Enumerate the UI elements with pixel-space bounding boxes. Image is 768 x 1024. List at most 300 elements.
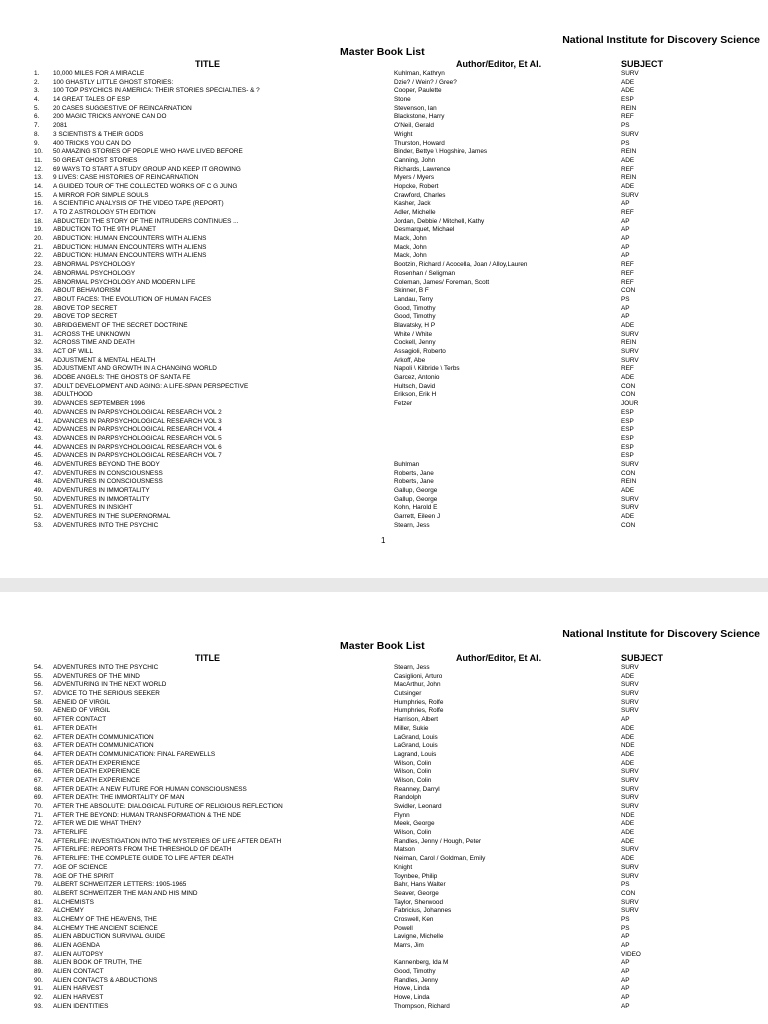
book-row: [0, 699, 768, 708]
column-header-author: Author/Editor, Et Al.: [456, 653, 542, 663]
book-title: AFTER DEATH COMMUNICATION: [53, 733, 154, 741]
book-author: Napoli \ Kilbride \ Terbs: [394, 365, 460, 373]
book-row: [0, 313, 768, 322]
row-number: 51.: [34, 504, 43, 512]
book-author: Adler, Michelle: [394, 209, 436, 216]
page-separator: [0, 578, 768, 592]
row-number: 11.: [34, 156, 43, 164]
book-subject: SURV: [621, 460, 639, 468]
book-row: [0, 478, 768, 487]
book-row: [0, 873, 768, 882]
book-author: Seaver, George: [394, 889, 439, 897]
book-row: [0, 461, 768, 470]
book-subject: AP: [621, 942, 630, 949]
book-row: [0, 122, 768, 131]
book-subject: SURV: [621, 907, 639, 915]
book-title: AFTER DEATH: A NEW FUTURE FOR HUMAN CONSCIOUSNESS: [53, 785, 247, 793]
book-author: Stevenson, Ian: [394, 104, 437, 112]
book-author: Crawford, Charles: [394, 191, 446, 199]
book-subject: AP: [621, 959, 630, 967]
book-row: [0, 148, 768, 157]
book-author: Thompson, Richard: [394, 1002, 450, 1010]
book-title: ADVANCES IN PARPSYCHOLOGICAL RESEARCH VOL 2: [53, 408, 222, 416]
book-subject: REF: [621, 261, 634, 269]
book-row: [0, 777, 768, 786]
book-title: ABOVE TOP SECRET: [53, 304, 118, 312]
book-subject: ADE: [621, 733, 635, 741]
book-title: 200 MAGIC TRICKS ANYONE CAN DO: [53, 113, 167, 121]
row-number: 80.: [34, 889, 43, 897]
book-author: White / White: [394, 330, 432, 338]
book-subject: ESP: [621, 96, 634, 104]
book-title: AFTERLIFE: INVESTIGATION INTO THE MYSTERIES OF LIFE AFTER DEATH: [53, 837, 282, 845]
row-number: 89.: [34, 968, 43, 976]
row-number: 74.: [34, 837, 43, 845]
book-subject: SURV: [621, 794, 639, 802]
row-number: 18.: [34, 217, 43, 225]
book-row: [0, 192, 768, 201]
row-number: 86.: [34, 942, 43, 949]
row-number: 37.: [34, 382, 43, 390]
book-row: [0, 933, 768, 942]
row-number: 4.: [34, 96, 40, 104]
column-header-title: TITLE: [195, 59, 220, 69]
book-title: ACROSS TIME AND DEATH: [53, 339, 135, 347]
book-author: Taylor, Sherwood: [394, 898, 444, 906]
book-row: [0, 994, 768, 1003]
book-author: Jordan, Debbie / Mitchell, Kathy: [394, 217, 485, 225]
list-title: Master Book List: [340, 46, 425, 58]
book-title: AFTER CONTACT: [53, 716, 107, 724]
row-number: 90.: [34, 976, 43, 984]
book-subject: ESP: [621, 434, 634, 442]
row-number: 69.: [34, 794, 43, 802]
book-author: Kannenberg, Ida M: [394, 959, 449, 967]
book-row: [0, 681, 768, 690]
book-title: ADVANCES IN PARPSYCHOLOGICAL RESEARCH VOL 4: [53, 426, 222, 434]
book-title: 2081: [53, 122, 68, 130]
book-row: [0, 890, 768, 899]
book-subject: REF: [621, 365, 634, 373]
book-row: [0, 435, 768, 444]
row-number: 17.: [34, 209, 43, 216]
book-subject: CON: [621, 391, 636, 399]
book-author: LaGrand, Louis: [394, 733, 438, 741]
book-author: Mack, John: [394, 243, 427, 251]
book-title: A MIRROR FOR SIMPLE SOULS: [53, 191, 149, 199]
row-number: 77.: [34, 863, 43, 871]
book-title: 14 GREAT TALES OF ESP: [53, 96, 130, 104]
row-number: 26.: [34, 287, 43, 295]
row-number: 91.: [34, 985, 43, 993]
book-subject: SURV: [621, 690, 639, 698]
book-row: [0, 452, 768, 461]
book-author: Roberts, Jane: [394, 469, 434, 477]
book-row: [0, 131, 768, 140]
book-subject: AP: [621, 976, 630, 984]
book-row: [0, 942, 768, 951]
book-author: Mack, John: [394, 235, 427, 243]
book-title: A SCIENTIFIC ANALYSIS OF THE VIDEO TAPE (REPORT): [53, 200, 224, 208]
book-author: Randles, Jenny: [394, 976, 439, 984]
row-number: 45.: [34, 452, 43, 460]
book-author: Myers / Myers: [394, 174, 435, 182]
book-author: Binder, Bettye \ Hogshire, James: [394, 148, 488, 156]
book-row: [0, 261, 768, 270]
book-author: Blackstone, Harry: [394, 113, 445, 121]
row-number: 13.: [34, 174, 43, 182]
book-subject: ESP: [621, 417, 634, 425]
row-number: 55.: [34, 672, 43, 680]
book-row: [0, 113, 768, 122]
book-title: ADVENTURES IN IMMORTALITY: [53, 495, 150, 503]
book-title: ADVANCES IN PARPSYCHOLOGICAL RESEARCH VOL 3: [53, 417, 222, 425]
book-row: [0, 794, 768, 803]
column-header-subject: SUBJECT: [621, 653, 664, 663]
book-title: ADVENTURES IN IMMORTALITY: [53, 487, 150, 494]
row-number: 47.: [34, 469, 43, 477]
book-subject: ADE: [621, 487, 635, 494]
row-number: 43.: [34, 434, 43, 442]
book-title: ALCHEMY OF THE HEAVENS, THE: [53, 915, 157, 923]
book-subject: CON: [621, 287, 636, 295]
book-author: Landau, Terry: [394, 295, 433, 303]
row-number: 5.: [34, 104, 40, 112]
book-subject: SURV: [621, 898, 639, 906]
book-author: Neiman, Carol / Goldman, Emily: [394, 855, 486, 863]
book-title: AFTER DEATH: THE IMMORTALITY OF MAN: [53, 794, 185, 802]
book-title: AFTER THE BEYOND: HUMAN TRANSFORMATION & THE NDE: [53, 811, 242, 819]
row-number: 82.: [34, 907, 43, 915]
book-row: [0, 751, 768, 760]
book-subject: AP: [621, 243, 630, 251]
book-title: ALCHEMY THE ANCIENT SCIENCE: [53, 924, 158, 932]
book-subject: ADE: [621, 759, 635, 767]
book-title: AENEID OF VIRGIL: [53, 698, 111, 706]
book-title: AFTER DEATH EXPERIENCE: [53, 776, 140, 784]
book-row: [0, 820, 768, 829]
book-row: [0, 899, 768, 908]
book-author: Kohn, Harold E: [394, 504, 438, 512]
book-title: 400 TRICKS YOU CAN DO: [53, 139, 131, 147]
book-row: [0, 305, 768, 314]
book-title: ALBERT SCHWEITZER THE MAN AND HIS MIND: [53, 889, 198, 897]
book-author: Arkoff, Abe: [394, 356, 426, 364]
book-row: [0, 786, 768, 795]
book-title: ABOVE TOP SECRET: [53, 313, 118, 321]
book-row: [0, 768, 768, 777]
row-number: 84.: [34, 924, 43, 932]
book-subject: AP: [621, 304, 630, 312]
book-title: AFTER DEATH COMMUNICATION: FINAL FAREWELLS: [53, 750, 216, 758]
book-title: ABDUCTED! THE STORY OF THE INTRUDERS CONTINUES ...: [53, 217, 239, 225]
row-number: 1.: [34, 70, 40, 77]
book-subject: REF: [621, 269, 634, 277]
book-row: [0, 296, 768, 305]
book-subject: ADE: [621, 837, 635, 845]
book-row: [0, 864, 768, 873]
book-title: AGE OF SCIENCE: [53, 863, 108, 871]
book-author: Humphries, Rolfe: [394, 707, 444, 715]
row-number: 63.: [34, 742, 43, 750]
book-subject: PS: [621, 295, 630, 303]
book-row: [0, 87, 768, 96]
row-number: 46.: [34, 460, 43, 468]
row-number: 76.: [34, 855, 43, 863]
book-title: AFTER WE DIE WHAT THEN?: [53, 820, 142, 828]
book-subject: AP: [621, 933, 630, 941]
book-subject: ADE: [621, 156, 635, 164]
row-number: 52.: [34, 513, 43, 521]
book-subject: REF: [621, 209, 634, 216]
book-title: ABNORMAL PSYCHOLOGY AND MODERN LIFE: [53, 278, 196, 286]
book-title: ALIEN BOOK OF TRUTH, THE: [53, 959, 142, 967]
book-subject: SURV: [621, 872, 639, 880]
book-title: AFTERLIFE: THE COMPLETE GUIDE TO LIFE AFTER DEATH: [53, 855, 234, 863]
book-subject: AP: [621, 235, 630, 243]
book-row: [0, 444, 768, 453]
book-author: O'Neil, Gerald: [394, 122, 434, 130]
book-subject: ADE: [621, 78, 635, 86]
book-title: ADVANCES IN PARPSYCHOLOGICAL RESEARCH VOL 7: [53, 452, 222, 460]
book-title: AFTERLIFE: REPORTS FROM THE THRESHOLD OF DEATH: [53, 846, 232, 854]
book-author: Good, Timothy: [394, 304, 436, 312]
book-subject: ADE: [621, 87, 635, 95]
book-row: [0, 391, 768, 400]
book-title: ADVENTURES IN CONSCIOUSNESS: [53, 469, 163, 477]
book-row: [0, 96, 768, 105]
row-number: 41.: [34, 417, 43, 425]
book-row: [0, 166, 768, 175]
book-row: [0, 252, 768, 261]
book-subject: AP: [621, 1002, 630, 1010]
book-subject: VIDEO: [621, 950, 641, 958]
row-number: 56.: [34, 681, 43, 689]
row-number: 62.: [34, 733, 43, 741]
row-number: 67.: [34, 776, 43, 784]
row-number: 31.: [34, 330, 43, 338]
book-subject: ADE: [621, 513, 635, 521]
list-title: Master Book List: [340, 640, 425, 652]
row-number: 50.: [34, 495, 43, 503]
book-title: AFTER DEATH: [53, 724, 97, 732]
book-subject: SURV: [621, 504, 639, 512]
book-row: [0, 925, 768, 934]
book-title: ADULTHOOD: [53, 391, 93, 399]
book-title: ALIEN AGENDA: [53, 942, 100, 949]
book-subject: SURV: [621, 698, 639, 706]
book-title: ADVENTURES INTO THE PSYCHIC: [53, 664, 159, 671]
book-row: [0, 339, 768, 348]
book-author: Fabricius, Johannes: [394, 907, 452, 915]
book-row: [0, 331, 768, 340]
book-title: 50 GREAT GHOST STORIES: [53, 156, 138, 164]
book-subject: PS: [621, 122, 630, 130]
book-row: [0, 235, 768, 244]
row-number: 16.: [34, 200, 43, 208]
book-author: Matson: [394, 846, 415, 854]
row-number: 57.: [34, 690, 43, 698]
book-row: [0, 881, 768, 890]
book-author: Roberts, Jane: [394, 478, 434, 486]
row-number: 19.: [34, 226, 43, 234]
book-title: ADJUSTMENT & MENTAL HEALTH: [53, 356, 156, 364]
book-subject: CON: [621, 521, 636, 529]
book-row: [0, 959, 768, 968]
book-row: [0, 985, 768, 994]
book-row: [0, 244, 768, 253]
book-author: Miller, Sukie: [394, 724, 429, 732]
book-subject: SURV: [621, 785, 639, 793]
book-row: [0, 70, 768, 79]
book-row: [0, 855, 768, 864]
book-row: [0, 803, 768, 812]
book-subject: PS: [621, 881, 630, 889]
book-author: Cutsinger: [394, 690, 422, 698]
book-subject: REIN: [621, 478, 637, 486]
book-subject: NDE: [621, 742, 635, 750]
book-author: Casiglioni, Arturo: [394, 672, 443, 680]
book-subject: ESP: [621, 452, 634, 460]
book-author: Dzie? / Wein? / Gree?: [394, 78, 457, 86]
book-row: [0, 916, 768, 925]
row-number: 44.: [34, 443, 43, 451]
row-number: 73.: [34, 829, 43, 837]
book-row: [0, 664, 768, 673]
book-subject: ADE: [621, 672, 635, 680]
row-number: 59.: [34, 707, 43, 715]
book-title: AFTER DEATH COMMUNICATION: [53, 742, 154, 750]
row-number: 66.: [34, 768, 43, 776]
book-author: Garcez, Antonio: [394, 374, 440, 382]
book-subject: REF: [621, 278, 634, 286]
book-subject: SURV: [621, 707, 639, 715]
book-row: [0, 734, 768, 743]
book-title: ABDUCTION: HUMAN ENCOUNTERS WITH ALIENS: [53, 252, 207, 260]
book-subject: AP: [621, 968, 630, 976]
row-number: 75.: [34, 846, 43, 854]
book-row: [0, 725, 768, 734]
book-author: Mack, John: [394, 252, 427, 260]
row-number: 93.: [34, 1002, 43, 1010]
book-subject: SURV: [621, 70, 639, 77]
row-number: 33.: [34, 348, 43, 355]
book-author: Toynbee, Philip: [394, 872, 438, 880]
book-subject: ADE: [621, 855, 635, 863]
row-number: 78.: [34, 872, 43, 880]
book-row: [0, 907, 768, 916]
book-subject: AP: [621, 313, 630, 321]
book-subject: NDE: [621, 811, 635, 819]
book-title: 10,000 MILES FOR A MIRACLE: [53, 70, 145, 77]
book-row: [0, 357, 768, 366]
book-row: [0, 226, 768, 235]
book-subject: SURV: [621, 846, 639, 854]
book-author: Meek, George: [394, 820, 435, 828]
row-number: 88.: [34, 959, 43, 967]
book-subject: PS: [621, 924, 630, 932]
book-row: [0, 690, 768, 699]
book-subject: ADE: [621, 724, 635, 732]
book-author: Cooper, Paulette: [394, 87, 442, 95]
book-row: [0, 707, 768, 716]
book-author: Swidler, Leonard: [394, 803, 442, 810]
column-header-title: TITLE: [195, 653, 220, 663]
book-author: Kasher, Jack: [394, 200, 431, 208]
book-author: Coleman, James/ Foreman, Scott: [394, 278, 490, 286]
book-row: [0, 716, 768, 725]
book-subject: REIN: [621, 339, 637, 347]
book-row: [0, 426, 768, 435]
row-number: 60.: [34, 716, 43, 724]
book-author: Garrett, Eileen J: [394, 513, 441, 521]
book-title: A GUIDED TOUR OF THE COLLECTED WORKS OF C G JUNG: [53, 182, 238, 190]
book-title: 3 SCIENTISTS & THEIR GODS: [53, 130, 144, 138]
book-author: Bahr, Hans Walter: [394, 881, 446, 889]
book-row: [0, 105, 768, 114]
book-subject: SURV: [621, 348, 639, 355]
book-title: ALCHEMISTS: [53, 898, 94, 906]
book-author: Stearn, Jess: [394, 521, 430, 529]
row-number: 40.: [34, 408, 43, 416]
book-title: ALIEN CONTACT: [53, 968, 104, 976]
book-title: ADVENTURES OF THE MIND: [53, 672, 140, 680]
book-author: Good, Timothy: [394, 968, 436, 976]
row-number: 14.: [34, 182, 43, 190]
row-number: 72.: [34, 820, 43, 828]
row-number: 9.: [34, 139, 40, 147]
row-number: 6.: [34, 113, 40, 121]
book-title: ADVENTURES IN CONSCIOUSNESS: [53, 478, 163, 486]
row-number: 85.: [34, 933, 43, 941]
row-number: 79.: [34, 881, 43, 889]
book-row: [0, 522, 768, 531]
book-author: LaGrand, Louis: [394, 742, 438, 750]
book-title: ALCHEMY: [53, 907, 84, 915]
row-number: 81.: [34, 898, 43, 906]
row-number: 8.: [34, 130, 40, 138]
row-number: 38.: [34, 391, 43, 399]
book-row: [0, 812, 768, 821]
row-number: 53.: [34, 521, 43, 529]
row-number: 23.: [34, 261, 43, 269]
book-row: [0, 977, 768, 986]
book-subject: ADE: [621, 182, 635, 190]
row-number: 68.: [34, 785, 43, 793]
row-number: 12.: [34, 165, 43, 173]
book-title: 20 CASES SUGGESTIVE OF REINCARNATION: [53, 104, 192, 112]
row-number: 2.: [34, 78, 40, 86]
book-title: ALIEN CONTACTS & ABDUCTIONS: [53, 976, 158, 984]
book-row: [0, 951, 768, 960]
book-subject: ESP: [621, 426, 634, 434]
book-subject: AP: [621, 985, 630, 993]
column-header-author: Author/Editor, Et Al.: [456, 59, 542, 69]
row-number: 49.: [34, 487, 43, 494]
book-title: ABDUCTION TO THE 9TH PLANET: [53, 226, 156, 234]
row-number: 30.: [34, 321, 43, 329]
row-number: 36.: [34, 374, 43, 382]
book-title: ALIEN IDENTITIES: [53, 1002, 109, 1010]
book-title: ABOUT FACES: THE EVOLUTION OF HUMAN FACES: [53, 295, 212, 303]
row-number: 87.: [34, 950, 43, 958]
book-row: [0, 174, 768, 183]
row-number: 34.: [34, 356, 43, 364]
book-author: Stearn, Jess: [394, 664, 430, 671]
book-author: Canning, John: [394, 156, 436, 164]
book-title: ALIEN HARVEST: [53, 994, 104, 1002]
book-title: AFTER DEATH EXPERIENCE: [53, 759, 140, 767]
